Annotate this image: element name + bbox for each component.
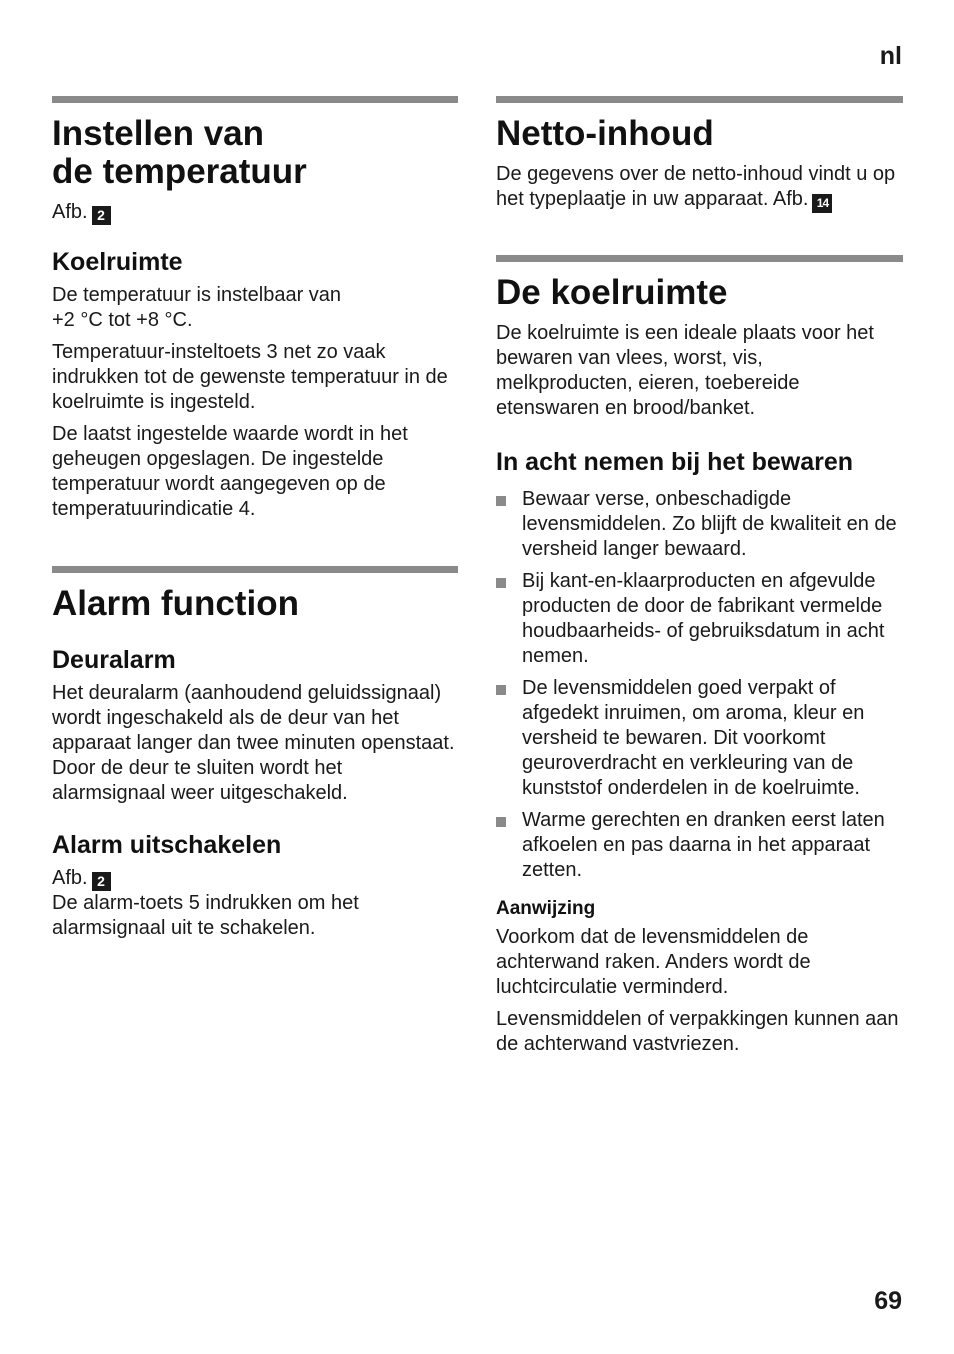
right-column — [496, 96, 903, 1064]
figure-number-badge: 2 — [92, 206, 111, 225]
note-title: Aanwijzing — [496, 898, 596, 919]
netto-text: De gegevens over de netto-inhoud vindt u op het typeplaatje in uw apparaat. — [496, 163, 896, 210]
afb-label: Afb. — [772, 188, 809, 210]
bullet-square-icon — [496, 496, 506, 506]
subsection-title-uitschakelen: Alarm uitschakelen — [52, 831, 282, 859]
subsection-title-koelruimte: Koelruimte — [52, 248, 183, 276]
title-line-2: de temperatuur — [52, 152, 307, 191]
paragraph-uitschakelen: De alarm-toets 5 indrukken om het alarmsignaal uit te schakelen. — [52, 892, 359, 939]
paragraph-koelruimte-intro: De koelruimte is een ideale plaats voor het bewaren van vlees, worst, vis, melkproducten, eieren, toebereide etenswaren en brood/banket. — [496, 322, 874, 419]
bullet-square-icon — [496, 578, 506, 588]
list-item-text: Bij kant-en-klaarproducten en afgevulde producten de door de fabrikant vermelde houdbaarheids- of gebruiksdatum in acht nemen. — [522, 570, 885, 667]
language-label: nl — [879, 42, 902, 70]
section-title-koelruimte: De koelruimte — [496, 273, 728, 312]
range-line-1: De temperatuur is instelbaar van — [52, 284, 342, 306]
afb-label: Afb. — [52, 201, 88, 223]
figure-reference — [52, 866, 458, 891]
paragraph-memory: De laatst ingestelde waarde wordt in het geheugen opgeslagen. De ingestelde temperatuur wordt aangegeven op de temperatuurindicatie 4. — [52, 423, 408, 520]
bullet-square-icon — [496, 817, 506, 827]
paragraph-netto — [496, 162, 903, 213]
section-divider — [496, 255, 903, 262]
afb-label: Afb. — [52, 867, 88, 889]
paragraph-note-2: Levensmiddelen of verpakkingen kunnen aan de achterwand vastvriezen. — [496, 1008, 899, 1055]
section-divider — [496, 96, 903, 103]
list-item — [496, 676, 903, 801]
figure-number-badge: 14 — [812, 194, 832, 213]
left-column — [52, 96, 458, 948]
list-item — [496, 808, 903, 883]
storage-tips-list — [496, 487, 903, 883]
paragraph-range — [52, 283, 458, 333]
section-divider — [52, 96, 458, 103]
title-line-1: Instellen van — [52, 114, 265, 153]
page-number: 69 — [874, 1287, 902, 1315]
subsection-title-deuralarm: Deuralarm — [52, 646, 176, 674]
list-item — [496, 487, 903, 562]
section-title-alarm: Alarm function — [52, 584, 299, 623]
figure-number-badge: 2 — [92, 872, 111, 891]
paragraph-deuralarm: Het deuralarm (aanhoudend geluidssignaal) wordt ingeschakeld als de deur van het apparaat langer dan twee minuten openstaat. Door de deur te sluiten wordt het alarmsignaal weer uitgeschakeld. — [52, 682, 455, 804]
section-title-instellen — [52, 115, 458, 191]
section-title-netto: Netto-inhoud — [496, 114, 714, 153]
list-item-text: De levensmiddelen goed verpakt of afgedekt inruimen, om aroma, kleur en versheid te bewaren. Dit voorkomt geuroverdracht en verkleuring van de kunststof onderdelen in de koelruimte. — [522, 677, 865, 799]
paragraph-instructions: Temperatuur-insteltoets 3 net zo vaak indrukken tot de gewenste temperatuur in de koelruimte is ingesteld. — [52, 341, 448, 413]
list-item-text: Bewaar verse, onbeschadigde levensmiddelen. Zo blijft de kwaliteit en de versheid langer bewaard. — [522, 488, 897, 560]
paragraph-note-1: Voorkom dat de levensmiddelen de achterwand raken. Anders wordt de luchtcirculatie verminderd. — [496, 926, 811, 998]
figure-reference — [52, 200, 458, 225]
range-line-2: +2 °C tot +8 °C. — [52, 309, 193, 331]
bullet-square-icon — [496, 685, 506, 695]
section-divider — [52, 566, 458, 573]
list-item-text: Warme gerechten en dranken eerst laten afkoelen en pas daarna in het apparaat zetten. — [522, 809, 885, 881]
list-item — [496, 569, 903, 669]
subsection-title-bewaren: In acht nemen bij het bewaren — [496, 448, 854, 476]
